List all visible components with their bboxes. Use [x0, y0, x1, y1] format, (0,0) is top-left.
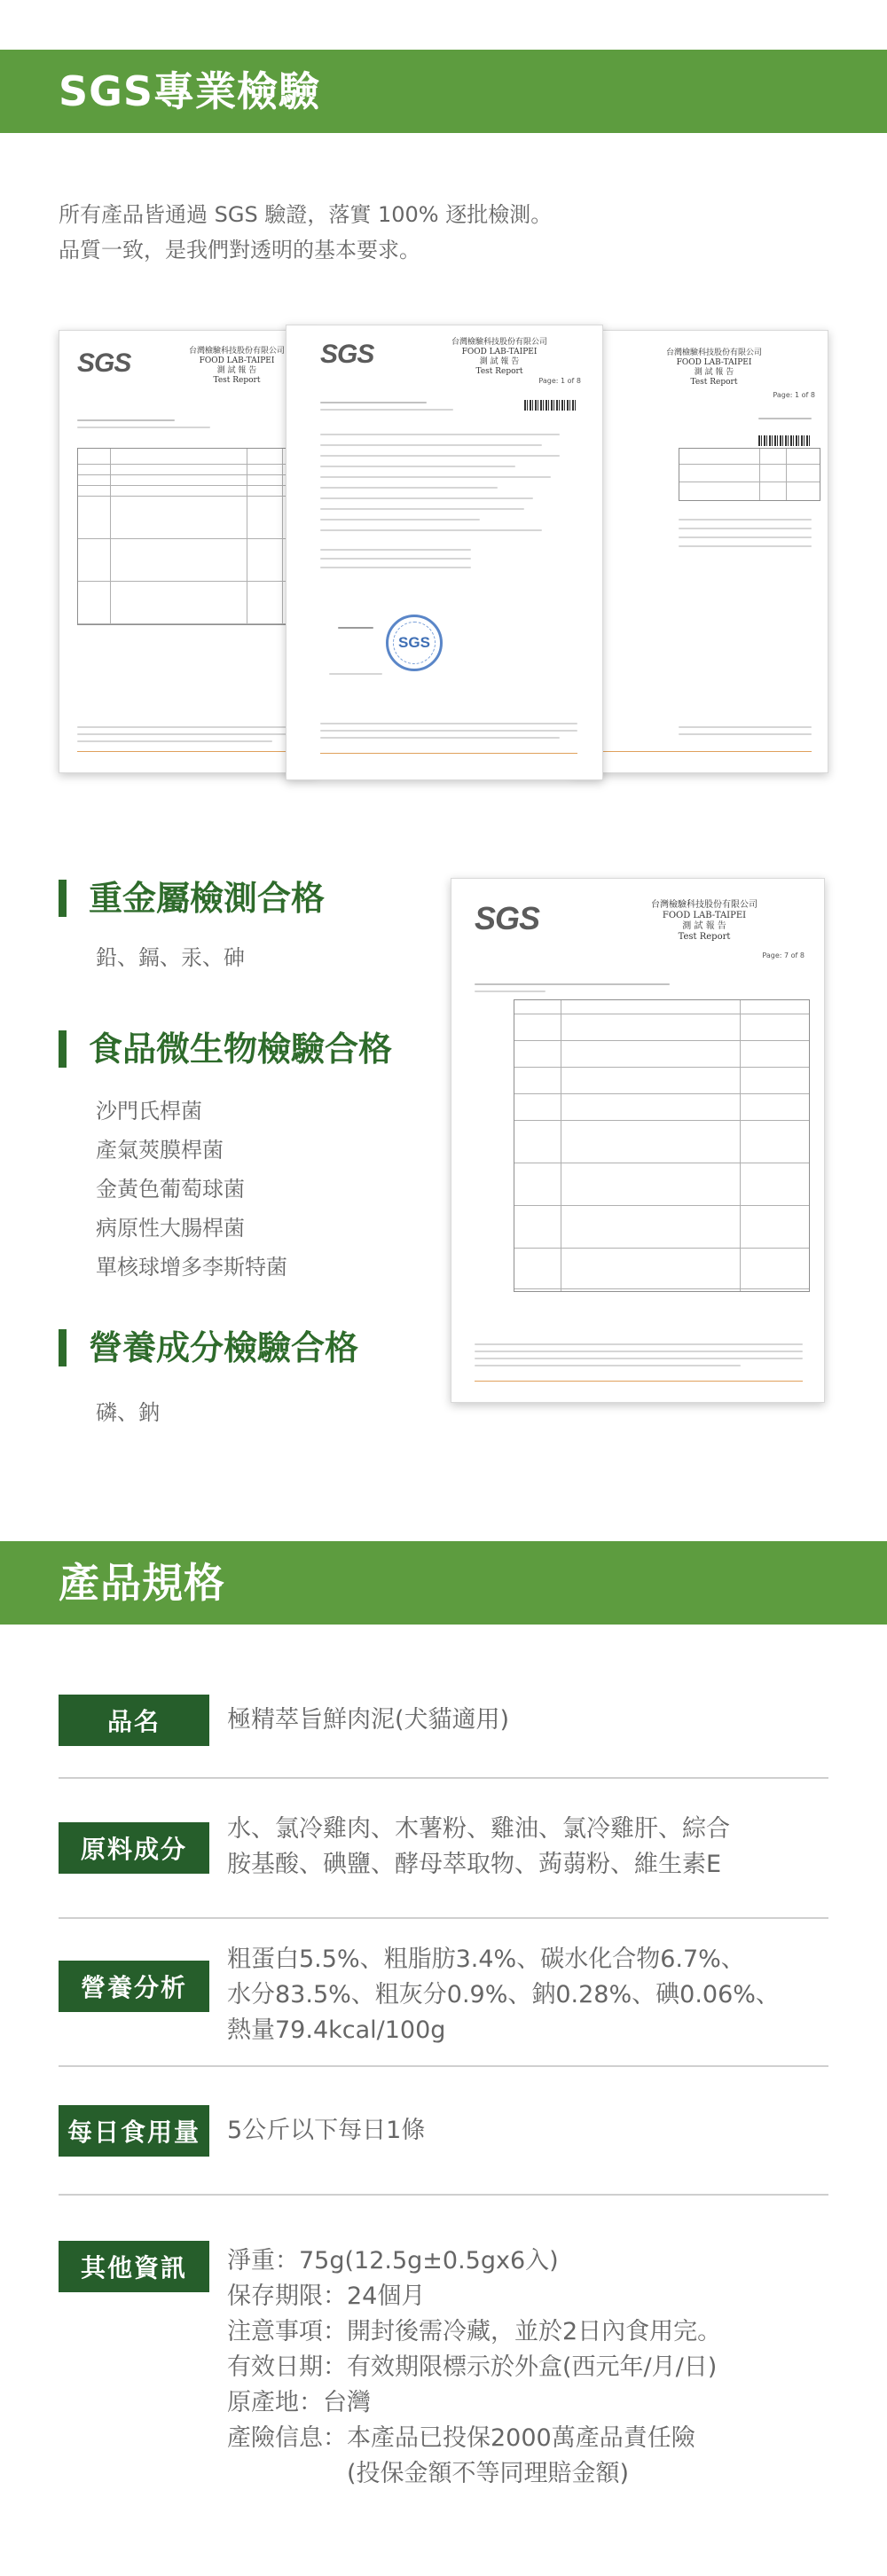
spec-divider	[59, 1777, 828, 1779]
sgs-stamp-icon: SGS	[386, 615, 443, 671]
test-item: 沙門氏桿菌	[96, 1099, 202, 1124]
spec-section-header	[0, 1541, 887, 1625]
spec-value-name: 極精萃旨鮮肉泥(犬貓適用)	[227, 1706, 510, 1734]
test-report-page-7	[451, 878, 825, 1403]
spec-label-name: 品名	[59, 1695, 209, 1746]
sgs-logo: SGS	[475, 900, 540, 936]
intro-line: 品質一致，是我們對透明的基本要求。	[59, 238, 420, 262]
spec-label-daily-amount: 每日食用量	[59, 2105, 209, 2157]
microbe-heading: 食品微生物檢驗合格	[59, 1029, 392, 1069]
intro-line: 所有產品皆通過 SGS 驗證，落實 100% 逐批檢測。	[59, 202, 553, 227]
spec-label-ingredients: 原料成分	[59, 1822, 209, 1874]
page-number: Page: 7 of 8	[762, 951, 805, 959]
test-report-image-left	[59, 330, 316, 773]
nutrient-items	[96, 1393, 160, 1432]
sgs-logo: SGS	[77, 348, 131, 378]
lab-title: 台灣檢驗科技股份有限公司 FOOD LAB-TAIPEI 測 試 報 告 Test Report	[665, 348, 762, 387]
lab-title: 台灣檢驗科技股份有限公司 FOOD LAB-TAIPEI 測 試 報 告 Test Report	[188, 347, 285, 385]
spec-section-title: 產品規格	[59, 1559, 225, 1607]
test-report-image-right	[571, 330, 828, 773]
sgs-intro	[59, 197, 552, 268]
report-table	[77, 448, 308, 625]
report-table	[679, 448, 820, 501]
spec-value-daily-amount: 5公斤以下每日1條	[227, 2117, 426, 2144]
nutrient-heading: 營養成分檢驗合格	[59, 1327, 358, 1368]
page-number: Page: 1 of 8	[538, 377, 581, 385]
test-item: 單核球增多李斯特菌	[96, 1255, 287, 1280]
test-item: 磷、鈉	[96, 1400, 160, 1425]
report-table	[514, 999, 810, 1292]
test-item: 鉛、鎘、汞、砷	[96, 945, 245, 970]
sgs-section-header	[0, 50, 887, 133]
spec-label-nutrition: 營養分析	[59, 1961, 209, 2012]
test-item: 病原性大腸桿菌	[96, 1216, 245, 1241]
lab-title: 台灣檢驗科技股份有限公司 FOOD LAB-TAIPEI 測 試 報 告 Test Report	[451, 338, 547, 376]
spec-value-ingredients: 水、氯冷雞肉、木薯粉、雞油、氯冷雞肝、綜合 胺基酸、碘鹽、酵母萃取物、蒟蒻粉、維生素E	[227, 1815, 730, 1878]
spec-divider	[59, 2065, 828, 2067]
heavy-metal-items	[96, 938, 245, 977]
heavy-metal-heading: 重金屬檢測合格	[59, 878, 325, 919]
test-item: 金黃色葡萄球菌	[96, 1177, 245, 1202]
spec-divider	[59, 2194, 828, 2196]
spec-label-other-info: 其他資訊	[59, 2241, 209, 2292]
spec-divider	[59, 1917, 828, 1919]
sgs-section-title: SGS專業檢驗	[59, 67, 321, 115]
test-item: 產氣莢膜桿菌	[96, 1138, 224, 1163]
microbe-items	[96, 1092, 287, 1287]
test-report-image-center	[286, 325, 603, 780]
sgs-logo: SGS	[320, 340, 374, 369]
page-number: Page: 1 of 8	[773, 391, 815, 399]
lab-title: 台灣檢驗科技股份有限公司 FOOD LAB-TAIPEI 測 試 報 告 Test Report	[651, 900, 757, 942]
spec-value-other-info: 淨重：75g(12.5g±0.5gx6入) 保存期限：24個月 注意事項：開封後需冷藏，並於2日內食用完。 有效日期：有效期限標示於外盒(西元年/月/日) 原產地：台灣 產險信息：本產品已投保2000萬產品責任險 (投保金額不等同理賠金額)	[227, 2247, 722, 2487]
spec-value-nutrition: 粗蛋白5.5%、粗脂肪3.4%、碳水化合物6.7%、 水分83.5%、粗灰分0.9%、鈉0.28%、碘0.06%、 熱量79.4kcal/100g	[227, 1946, 780, 2044]
